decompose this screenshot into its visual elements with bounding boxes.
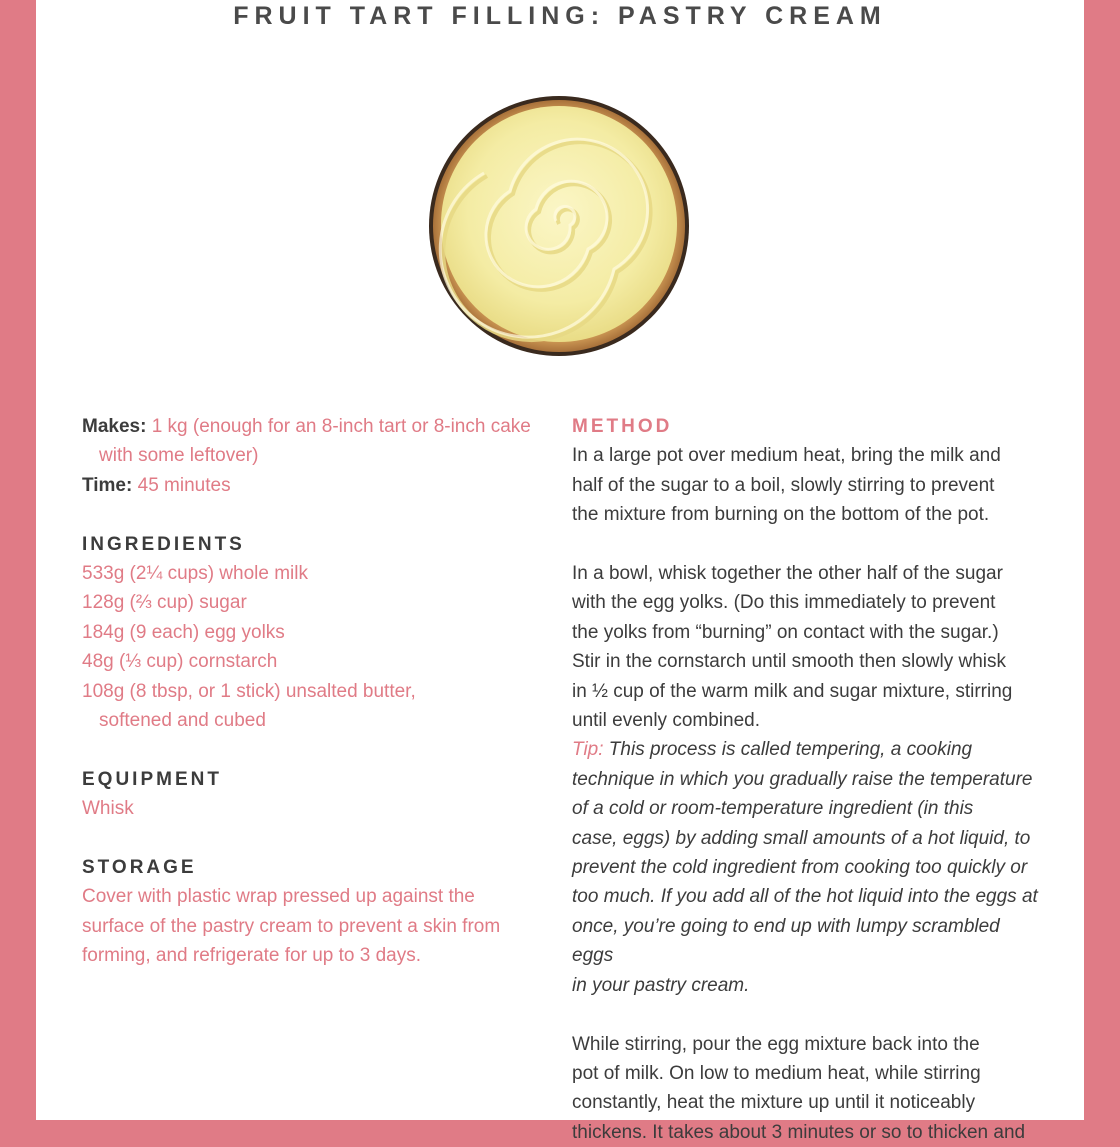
method-step-2: In a bowl, whisk together the other half of the sugar	[572, 563, 1003, 585]
makes-value: 1 kg (enough for an 8-inch tart or 8-inch cake	[146, 416, 531, 437]
makes-value-continued: with some leftover)	[99, 445, 259, 467]
ingredient-item: 108g (8 tbsp, or 1 stick) unsalted butter,	[82, 680, 416, 702]
page-title: FRUIT TART FILLING: PASTRY CREAM	[233, 2, 887, 30]
method-step-1: In a large pot over medium heat, bring the milk and	[572, 445, 1001, 467]
tip-row	[572, 735, 1042, 764]
tip-text: once, you’re going to end up with lumpy scrambled eggs	[572, 915, 1000, 967]
tip-text: case, eggs) by adding small amounts of a hot liquid, to	[572, 827, 1031, 849]
method-step-1: the mixture from burning on the bottom of the pot.	[572, 504, 990, 526]
time-value: 45 minutes	[132, 474, 231, 496]
tip-text: of a cold or room-temperature ingredient (in this	[572, 798, 974, 820]
recipe-info-column	[82, 412, 552, 971]
method-heading: METHOD	[572, 416, 673, 437]
pastry-cream-tart-image	[428, 95, 690, 357]
time-label: Time:	[82, 474, 133, 496]
method-step-3: pot of milk. On low to medium heat, while stirring	[572, 1062, 981, 1084]
tip-label: Tip:	[572, 739, 604, 761]
tip-text: in your pastry cream.	[572, 974, 750, 996]
method-step-2: Stir in the cornstarch until smooth then slowly whisk	[572, 651, 1007, 673]
ingredient-item: 533g (2¼ cups) whole milk	[82, 563, 308, 585]
time-row	[82, 471, 552, 500]
ingredient-item-continued: softened and cubed	[99, 710, 266, 732]
tip-text: technique in which you gradually raise the temperature	[572, 768, 1033, 790]
ingredient-item: 128g (⅔ cup) sugar	[82, 592, 247, 614]
storage-text: surface of the pastry cream to prevent a skin from	[82, 915, 501, 937]
storage-text: Cover with plastic wrap pressed up against the	[82, 886, 475, 908]
ingredients-heading: INGREDIENTS	[82, 533, 245, 555]
tip-text: This process is called tempering, a cooking	[603, 739, 973, 761]
equipment-item: Whisk	[82, 798, 134, 820]
equipment-heading: EQUIPMENT	[82, 768, 222, 790]
tip-text: too much. If you add all of the hot liquid into the eggs at	[572, 886, 1038, 908]
tart-illustration	[428, 95, 690, 357]
ingredient-item: 184g (9 each) egg yolks	[82, 621, 285, 643]
storage-text: forming, and refrigerate for up to 3 days.	[82, 945, 422, 967]
method-column	[572, 412, 1042, 1147]
method-step-2: the yolks from “burning” on contact with the sugar.)	[572, 621, 999, 643]
method-step-3: While stirring, pour the egg mixture back into the	[572, 1033, 980, 1055]
ingredient-item: 48g (⅓ cup) cornstarch	[82, 651, 278, 673]
method-step-3: thickens. It takes about 3 minutes or so to thicken and	[572, 1121, 1026, 1143]
storage-heading: STORAGE	[82, 857, 197, 879]
recipe-page	[36, 0, 1084, 1143]
method-step-1: half of the sugar to a boil, slowly stirring to prevent	[572, 474, 995, 496]
tip-text: prevent the cold ingredient from cooking too quickly or	[572, 857, 1028, 879]
makes-label: Makes:	[82, 416, 147, 437]
method-step-2: with the egg yolks. (Do this immediately to prevent	[572, 592, 996, 614]
makes-row	[82, 412, 552, 441]
method-step-2: until evenly combined.	[572, 710, 760, 732]
method-step-2: in ½ cup of the warm milk and sugar mixture, stirring	[572, 680, 1013, 702]
method-step-3: constantly, heat the mixture up until it noticeably	[572, 1092, 976, 1114]
